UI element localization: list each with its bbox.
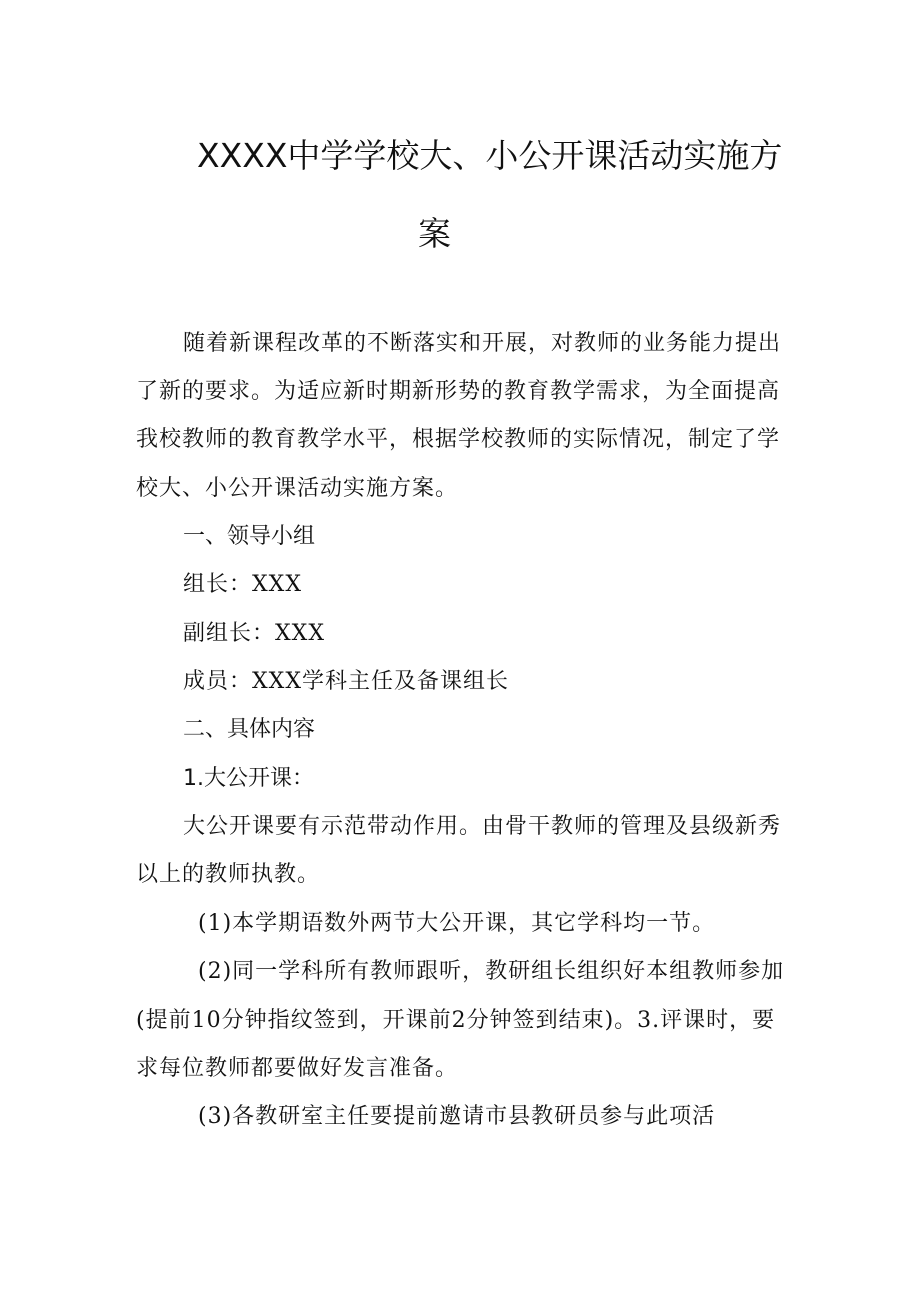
section-heading-content: 二、具体内容: [183, 717, 316, 742]
big-class-desc-line-2: 以上的教师执教。: [136, 862, 321, 887]
intro-line-1: 随着新课程改革的不断落实和开展，对教师的业务能力提出: [183, 331, 782, 356]
vice-leader-line: 副组长：XXX: [183, 621, 325, 646]
intro-line-4: 校大、小公开课活动实施方案。: [136, 476, 459, 501]
intro-line-2: 了新的要求。为适应新时期新形势的教育教学需求，为全面提高: [136, 379, 781, 404]
intro-line-3: 我校教师的教育教学水平，根据学校教师的实际情况，制定了学: [136, 427, 781, 452]
list-item-2-line-2: (提前10分钟指纹签到，开课前2分钟签到结束)。3.评课时，要: [136, 1008, 776, 1033]
document-title-line-1: XXXX中学学校大、小公开课活动实施方: [197, 136, 783, 175]
list-item-2-line-3: 求每位教师都要做好发言准备。: [136, 1056, 459, 1081]
section-heading-leadership: 一、领导小组: [183, 524, 316, 549]
leader-line: 组长：XXX: [183, 572, 302, 597]
big-class-desc-line-1: 大公开课要有示范带动作用。由骨干教师的管理及县级新秀: [183, 814, 782, 839]
list-item-2-line-1: (2)同一学科所有教师跟听，教研组长组织好本组教师参加: [198, 959, 785, 984]
members-line: 成员：XXX学科主任及备课组长: [183, 669, 509, 694]
document-title-line-2: 案: [418, 214, 451, 253]
subheading-big-public-class: 1.大公开课：: [183, 766, 314, 791]
list-item-1: (1)本学期语数外两节大公开课，其它学科均一节。: [198, 911, 716, 936]
list-item-3: (3)各教研室主任要提前邀请市县教研员参与此项活: [198, 1104, 716, 1129]
